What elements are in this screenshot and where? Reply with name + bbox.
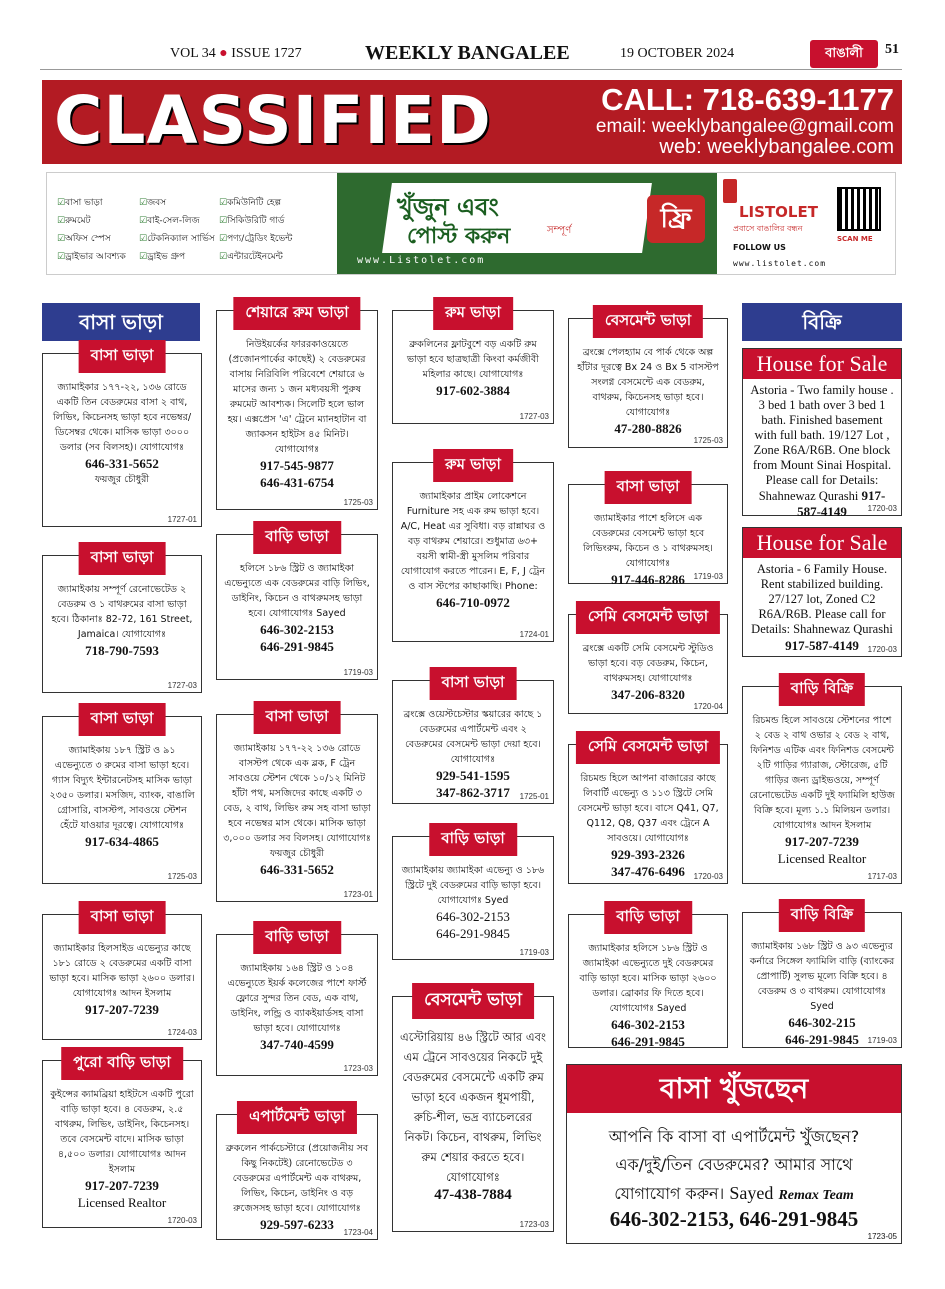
ad-body — [575, 771, 721, 880]
classified-banner — [42, 80, 902, 164]
ad-heading: বাড়ি ভাড়া — [429, 823, 517, 856]
ad-phone[interactable]: 917-207-7239 — [85, 1002, 159, 1017]
section-header-basa-vara: বাসা ভাড়া — [42, 303, 200, 341]
ad-heading: বাসা খুঁজছেন — [567, 1065, 901, 1113]
ad-phone[interactable]: 646-291-9845 — [260, 639, 334, 654]
classified-ad — [42, 709, 202, 884]
ad-code: 1724-01 — [519, 630, 549, 639]
ad-heading: House for Sale — [743, 349, 901, 379]
ad-phones[interactable]: 646-302-2153, 646-291-9845 — [609, 1207, 859, 1231]
looking-for-house-ad — [566, 1064, 902, 1244]
ad-heading: বাসা ভাড়া — [254, 701, 341, 734]
ad-text: ব্রংক্সে একটি সেমি বেসমেন্ট স্টুডিও ভাড়া হবে। বড় বেডরুম, কিচেন, বাথরুমসহ। যোগাযোগঃ — [582, 643, 714, 684]
ad-text: ব্রংক্সে পেলহ্যাম বে পার্ক থেকে অল্প হাঁটার দূরত্বে Bx 24 ও Bx 5 বাসস্টপ সংলগ্ন বেসমেন্টে এক বেডরুম, বাথরুম, কিচেনসহ ভাড়া হবে। যোগাযোগঃ — [577, 347, 719, 418]
ad-category: ☑ পণ্য/ট্রেডিং ইভেন্ট — [219, 231, 292, 246]
ad-phone[interactable]: 929-597-6233 — [260, 1217, 334, 1232]
ad-body — [223, 561, 371, 655]
ad-body — [575, 941, 721, 1050]
ad-category: ☑ বাই-সেল-লিজ — [139, 213, 200, 228]
ad-text: জ্যামাইকার প্রাইম লোকেশনে Furniture সহ এক রুম ভাড়া হবে। A/C, Heat এর সুবিধা। বড় রান্নাঘর ও বড় বাথরুম শেয়ারে। শুধুমাত্র ৬৩+ বয়সী স্বামী-স্ত্রী মুসলিম পরিবার যোগাযোগ করতে পারেন। E, F, J ট্রেন ও বাস স্টপের কাছাকাছি। Phone: — [400, 491, 546, 592]
ad-code: 1717-03 — [867, 872, 897, 881]
classified-ad — [216, 927, 378, 1076]
ad-heading: বাসা ভাড়া — [79, 340, 166, 373]
classified-ad — [216, 303, 378, 510]
ad-phone[interactable]: 646-431-6754 — [260, 475, 334, 490]
ad-code: 1724-03 — [167, 1028, 197, 1037]
ad-url[interactable]: www.Listolet.com — [357, 255, 486, 266]
ad-code: 1723-04 — [343, 1228, 373, 1237]
ad-body — [575, 345, 721, 437]
classified-ad — [216, 1107, 378, 1240]
classified-title: CLASSIFIED — [54, 82, 492, 159]
ad-body — [399, 337, 547, 399]
ad-body — [399, 863, 547, 942]
ad-category: ☑ বাসা ভাড়া — [57, 195, 102, 210]
ad-category: ☑ টেকনিক্যাল সার্ভিস — [139, 231, 215, 246]
contact-email[interactable]: email: weeklybangalee@gmail.com — [595, 116, 894, 137]
ad-headline-panel — [337, 173, 717, 274]
ad-phone[interactable]: 929-393-2326 — [611, 847, 685, 862]
ad-code: 1720-03 — [867, 504, 897, 513]
ad-body — [749, 383, 895, 520]
ad-heading: বাড়ি ভাড়া — [253, 921, 341, 954]
ad-contact-name: Licensed Realtor — [777, 851, 867, 866]
ad-code: 1725-03 — [693, 436, 723, 445]
ad-phone[interactable]: 929-541-1595 — [436, 768, 510, 783]
ad-text: জ্যামাইকায় ১৭৭-২২ ১৩৬ রোডে বাসস্টপ থেকে এক ব্লক, F ট্রেন সাবওয়ে স্টেশন থেকে ১০/১২ মিনিট হাঁটা পথ, মসজিদের কাছে একটি ৩ বেড, ২ বাথ, লিভিং রুম সহ বাসা ভাড়া হবে নভেম্বর মাস থেকে। মাসিক ভাড়া ৩,০০০ ডলার সব বিলসহ। যোগাযোগঃ ফয়জুর চৌধুরী — [223, 743, 371, 859]
ad-sub: সম্পূর্ণ — [547, 225, 572, 236]
ad-line-contact: যোগাযোগ করুন। Sayed Remax Team — [614, 1183, 854, 1203]
listolet-advertisement[interactable] — [46, 172, 896, 275]
ad-contact-name: Licensed Realtor — [77, 1195, 167, 1210]
ad-heading: বাড়ি বিক্রি — [779, 673, 865, 706]
ad-body — [399, 489, 547, 611]
ad-line: এক/দুই/তিন বেডরুমের? আমার সাথে — [615, 1155, 853, 1174]
ad-category: ☑ রুমমেট — [57, 213, 91, 228]
ad-heading: রুম ভাড়া — [433, 297, 513, 330]
ad-heading: শেয়ারে রুম ভাড়া — [233, 297, 360, 330]
classified-ad — [568, 311, 728, 448]
ad-heading: বাসা ভাড়া — [79, 542, 166, 575]
ad-text: ব্রুকলিনের ফ্লাটবুশে বড় একটি রুম ভাড়া হবে ছাত্রছাত্রী কিংবা কর্মজীবী মহিলার কাছে। যোগাযোগঃ — [407, 339, 539, 380]
classified-ad — [742, 679, 902, 884]
ad-category: ☑ জবস — [139, 195, 166, 210]
ad-code: 1723-05 — [867, 1232, 897, 1241]
ad-code: 1725-01 — [519, 792, 549, 801]
ad-phone[interactable]: 646-291-9845 — [611, 1034, 685, 1049]
classified-ad — [392, 990, 554, 1232]
ad-text: জ্যামাইকার পাশে হলিসে এক বেডরুমের বেসমেন্ট ভাড়া হবে লিভিংরুম, কিচেন ও ১ বাথরুমসহ। যোগাযোগঃ — [583, 513, 713, 569]
paper-title: WEEKLY BANGALEE — [365, 42, 570, 64]
ad-category: ☑ ড্রাইভার আবশ্যক — [57, 249, 126, 264]
ad-heading: House for Sale — [743, 528, 901, 558]
ad-heading: বেসমেন্ট ভাড়া — [412, 983, 534, 1019]
ad-text: Astoria - 6 Family House. Rent stabilized building. 27/127 lot, Zoned C2 R6A/R6B. Please call for Details: Shahnewaz Qurashi — [751, 562, 893, 636]
ad-code: 1719-03 — [693, 572, 723, 581]
ad-phone[interactable]: 646-302-2153 — [436, 909, 510, 924]
ad-heading: বাড়ি ভাড়া — [253, 521, 341, 554]
ad-body — [223, 337, 371, 491]
ad-text: জ্যামাইকার হিলসাইড এভেন্যুর কাছে ১৮১ রোডে ২ বেডরুমের একটি বাসা ভাড়া হবে। মাসিক ভাড়া ২৬০০ ডলার। যোগাযোগঃ আদন ইসলাম — [49, 943, 195, 999]
ad-body — [49, 1087, 195, 1211]
ad-category: ☑ এন্টারটেইনমেন্ট — [219, 249, 283, 264]
ad-text: এস্টোরিয়ায় ৪৬ স্ট্রিটে আর এবং এম ট্রেনে সাবওয়ের নিকটে দুই বেডরুমের বেসমেন্টে একটি রুম ভাড়া হবে একজন ধূমপায়ী, রুচি-শীল, ভদ্র ব্যাচেলরের নিকট। কিচেন, বাথরুম, লিভিং রুম শেয়ার করতে হবে। যোগাযোগঃ — [400, 1030, 546, 1184]
ad-phone[interactable]: 347-206-8320 — [611, 687, 685, 702]
ad-text: নিউইয়র্কের ফাররকাওয়েতে (প্রজোনপার্কের কাছেই) ২ বেডরুমের বাসায় নিরিবিলি পরিবেশে শেয়ারে ৬ মাসের জন্য ১ জন মধ্যবয়সী পুরুষ রুমমেট আবশ্যক। সিলেটি হলে ভাল হয়। এক্সপ্রেস 'এ' ট্রেনে ম্যানহাটান বা জ্যাকসন হাইটস ৪৫ মিনিট। যোগাযোগঃ — [227, 339, 367, 455]
ad-text: ব্রুকলেন পার্কচেস্টারে (প্রয়োজনীয় সব কিছু নিকটেই) রেনোভেটেড ৩ বেডরুমের এপার্টমেন্ট এক বাথরুম, লিভিং, কিচেন, ডাইনিং ও বড় রুজেসসহ ভাড়া হবে। যোগাযোগঃ — [225, 1143, 369, 1214]
ad-phone[interactable]: 47-280-8826 — [614, 421, 682, 436]
classified-ad — [392, 303, 554, 424]
issue-date: 19 OCTOBER 2024 — [620, 46, 735, 61]
ad-body — [223, 961, 371, 1053]
ad-text: রিচমন্ড হিলে সাবওয়ে স্টেশনের পাশে ২ বেড ২ বাথ ওভার ২ বেড ২ বাথ, ফিনিশড এটিক এবং ফিনিশড বেসমেন্ট ২টি গাড়ির গ্যারাজ, স্টোরেজ, ৫টি গাড়ির জন্য ড্রাইভওয়ে, সম্পূর্ণ রেনোভেটেড একটি দুই ফ্যামিলি হাউজ বিক্রি হবে। মূল্য ১.১ মিলিয়ন ডলার। যোগাযোগঃ আদন ইসলাম — [749, 715, 895, 831]
ad-code: 1719-03 — [867, 1036, 897, 1045]
ad-text: জ্যামাইকার ১৭৭-২২, ১৩৬ রোডে একটি তিন বেডরুমের বাসা ২ বাথ, লিভিং, কিচেনসহ ভাড়া হবে নভেম্বর/ডিসেম্বর থেকে। মাসিক ভাড়া ৩০০০ ডলার (সব বিলসহ)। যোগাযোগঃ — [52, 382, 192, 453]
ad-phone[interactable]: 917-207-7239 — [785, 834, 859, 849]
ad-heading: বেসমেন্ট ভাড়া — [593, 305, 703, 338]
ad-code: 1725-03 — [343, 498, 373, 507]
ad-phone[interactable]: 917-545-9877 — [260, 458, 334, 473]
ad-phone[interactable]: 47-438-7884 — [434, 1187, 512, 1203]
ad-heading: বাড়ি বিক্রি — [779, 899, 865, 932]
volume-issue: VOL 34 ● ISSUE 1727 — [170, 46, 302, 61]
ad-phone[interactable]: 917-446-8286 — [611, 572, 685, 587]
ad-text: জ্যামাইকায় জ্যামাইকা এভেন্যু ও ১৮৬ স্ট্রিটে দুই বেডরুমের বাড়ি ভাড়া হবে। যোগাযোগঃ Syed — [401, 865, 545, 906]
classified-ad — [42, 548, 202, 693]
ad-heading: বাসা ভাড়া — [430, 667, 517, 700]
ad-body — [749, 562, 895, 654]
contact-website[interactable]: web: weeklybangalee.com — [659, 136, 894, 158]
ad-code: 1723-01 — [343, 890, 373, 899]
ad-phone[interactable]: 646-302-2153 — [611, 1017, 685, 1032]
classified-ad — [392, 455, 554, 642]
ad-code: 1727-03 — [167, 681, 197, 690]
call-number[interactable]: CALL: 718-639-1177 — [601, 82, 894, 117]
ad-heading: বাসা ভাড়া — [79, 901, 166, 934]
ad-code: 1719-03 — [343, 668, 373, 677]
ad-heading: সেমি বেসমেন্ট ভাড়া — [576, 731, 720, 764]
brand-name: LISTOLET — [739, 203, 818, 221]
ad-contact-name: ফয়জুর চৌধুরী — [94, 474, 150, 485]
ad-body — [49, 941, 195, 1018]
ad-heading: এপার্টমেন্ট ভাড়া — [237, 1101, 357, 1134]
ad-body — [399, 1027, 547, 1204]
ad-phone[interactable]: 917-587-4149 — [797, 488, 886, 519]
listolet-logo-icon — [723, 179, 737, 203]
ad-phone[interactable]: 917-602-3884 — [436, 383, 510, 398]
ad-code: 1723-03 — [343, 1064, 373, 1073]
ad-code: 1720-03 — [693, 872, 723, 881]
ad-category: ☑ কমিউনিটি হেল্প — [219, 195, 281, 210]
ad-phone[interactable]: 646-302-215 — [788, 1015, 856, 1030]
ad-code: 1720-03 — [167, 1216, 197, 1225]
ad-body — [749, 713, 895, 867]
ad-phone[interactable]: 646-331-5652 — [260, 862, 334, 877]
ad-code: 1727-01 — [167, 515, 197, 524]
classified-ad — [568, 607, 728, 714]
classified-ad — [216, 707, 378, 902]
ad-phone[interactable]: 646-302-2153 — [260, 622, 334, 637]
ad-category: ☑ অফিস স্পেস — [57, 231, 111, 246]
classified-ad — [42, 346, 202, 527]
ad-phone[interactable]: 917-587-4149 — [785, 638, 859, 653]
ad-text: জ্যামাইকার হলিসে ১৮৬ স্ট্রিট ও জ্যামাইকা এভেন্যুতে দুই বেডরুমের বাড়ি ভাড়া হবে। মাসিক ভাড়া ২৬০০ ডলার। ব্রোকার ফি দিতে হবে। যোগাযোগঃ Sayed — [579, 943, 717, 1014]
ad-phone[interactable]: 646-710-0972 — [436, 595, 510, 610]
ad-body — [223, 741, 371, 878]
ad-phone[interactable]: 646-331-5652 — [85, 456, 159, 471]
ad-code: 1727-03 — [519, 412, 549, 421]
ad-text: রিচমন্ড হিলে আপনা বাজারের কাছে লিবার্টি এভেন্যু ও ১১৩ স্ট্রিটে সেমি বেসমেন্ট ভাড়া হবে। বাসে Q41, Q7, Q112, Q8, Q37 এবং ট্রেনে A সাবওয়ে। যোগাযোগঃ — [577, 773, 719, 844]
paper-logo: বাঙালী — [810, 40, 878, 68]
section-header-bikri: বিক্রি — [742, 303, 902, 341]
house-for-sale-ad — [742, 348, 902, 519]
page-number: 51 — [885, 42, 899, 57]
classified-ad — [216, 527, 378, 680]
classified-ad — [42, 907, 202, 1040]
ad-text: কুইন্সের ক্যামব্রিয়া হাইটসে একটি পুরো বাড়ি ভাড়া হবে। ৪ বেডরুম, ২.৫ বাথরুম, লিভিং, ডাইনিং, কিচেনসহ। তবে বেসমেন্ট বাদে। মাসিক ভাড়া ৪,৫০০ ডলার। যোগাযোগঃ আদন ইসলাম — [50, 1089, 194, 1175]
classified-ad — [742, 905, 902, 1048]
ad-phone[interactable]: 917-207-7239 — [85, 1178, 159, 1193]
ad-text: Astoria - Two family house . 3 bed 1 bath over 3 bed 1 bath. Finished basement with full bath. 19/127 Lot , Zone R6A/R6B. One block from Mount Sinai Hospital. Please call for Details: Shahnewaz Qurashi — [750, 383, 894, 503]
classified-ad — [42, 1053, 202, 1228]
agent-name: Sayed — [729, 1183, 774, 1203]
ad-text: হলিসে ১৮৬ স্ট্রিট ও জ্যামাইকা এভেন্যুতে এক বেডরুমের বাড়ি লিভিং, ডাইনিং, কিচেন ও বাথরুমসহ ভাড়া হবে। যোগাযোগঃ Sayed — [224, 563, 370, 619]
classified-ad — [568, 737, 728, 884]
ad-category: ☑ ড্রাইভ গ্রুপ — [139, 249, 185, 264]
classified-ad — [568, 477, 728, 587]
qr-code-icon[interactable] — [837, 187, 881, 231]
brand-url[interactable]: www.listolet.com — [733, 259, 827, 268]
masthead — [40, 40, 902, 70]
ad-phone[interactable]: 917-634-4865 — [85, 834, 159, 849]
ad-body — [749, 939, 895, 1048]
ad-phone[interactable]: 347-862-3717 — [436, 785, 510, 800]
ad-body — [49, 380, 195, 487]
ad-category-list — [47, 173, 337, 274]
ad-text: জ্যামাইকায় ১৬৪ স্ট্রিট ও ১০৪ এভেন্যুতে ইয়র্ক কলেজের পাশে ফার্স্ট ফ্লোরে সুন্দর তিন বেড, এক বাথ, ডাইনিং, লন্ড্রি ও ব্যাকইয়ার্ডসহ বাসা ভাড়া হবে। যোগাযোগঃ — [227, 963, 367, 1034]
ad-headline-1: খুঁজুন এবং — [397, 193, 499, 221]
ad-body — [49, 743, 195, 850]
follow-us: FOLLOW US — [733, 243, 786, 252]
ad-code: 1723-03 — [519, 1220, 549, 1229]
ad-code: 1720-03 — [867, 645, 897, 654]
ad-body — [223, 1141, 371, 1233]
ad-code: 1720-04 — [693, 702, 723, 711]
ad-text: জ্যামাইকায় সম্পূর্ণ রেনোভেটেড ২ বেডরুম ও ১ বাথরুমের বাসা ভাড়া হবে। ঠিকানাঃ 82-72, 161 Street, Jamaica। যোগাযোগঃ — [51, 584, 193, 640]
ad-heading: বাসা ভাড়া — [605, 471, 692, 504]
house-for-sale-ad — [742, 527, 902, 657]
ad-brand-panel — [719, 173, 895, 274]
brand-tagline: প্রবাসে বাঙালির বন্ধন — [733, 224, 803, 233]
classified-ad — [392, 829, 554, 960]
ad-body — [49, 582, 195, 659]
ad-code: 1719-03 — [519, 948, 549, 957]
free-badge: ফ্রি — [647, 195, 705, 243]
ad-phone[interactable]: 718-790-7593 — [85, 643, 159, 658]
ad-body — [575, 641, 721, 703]
scan-label: SCAN ME — [837, 235, 873, 243]
classified-ad — [392, 673, 554, 804]
ad-heading: পুরো বাড়ি ভাড়া — [61, 1047, 183, 1080]
ad-code: 1725-03 — [167, 872, 197, 881]
agent-team: Remax Team — [778, 1188, 854, 1203]
ad-text: ব্রংক্সে ওয়েস্টচেস্টার স্কয়ারের কাছে ১ বেডরুমের এপার্টমেন্ট এবং ২ বেডরুমের বেসমেন্ট ভাড়া দেয়া হবে। যোগাযোগঃ — [403, 709, 543, 765]
ad-heading: বাড়ি ভাড়া — [604, 901, 692, 934]
ad-heading: সেমি বেসমেন্ট ভাড়া — [576, 601, 720, 634]
ad-body — [399, 707, 547, 801]
ad-phone[interactable]: 646-291-9845 — [785, 1032, 859, 1047]
ad-heading: রুম ভাড়া — [433, 449, 513, 482]
classified-ad — [568, 907, 728, 1049]
ad-phone[interactable]: 347-740-4599 — [260, 1037, 334, 1052]
ad-phone[interactable]: 646-291-9845 — [436, 926, 510, 941]
ad-heading: বাসা ভাড়া — [79, 703, 166, 736]
ad-text: জ্যামাইকায় ১৮৭ স্ট্রিট ও ৯১ এভেন্যুতে ৩ রুমের বাসা ভাড়া হবে। গ্যাস বিদ্যুৎ ইন্টারনেটসহ মাসিক ভাড়া ২৩৫০ ডলার। মসজিদ, ব্যাংক, বাঙালি গ্রোসারি, বাসস্টপ, সাবওয়ে স্টেশন হেঁটে যাওয়ার দূরত্বে। যোগাযোগঃ — [49, 745, 195, 831]
ad-body — [573, 1123, 895, 1210]
ad-phone[interactable]: 347-476-6496 — [611, 864, 685, 879]
ad-headline-2: পোস্ট করুন — [407, 224, 511, 249]
ad-text: জ্যামাইকায় ১৬৮ স্ট্রিট ও ৯৩ এভেন্যুর কর্নারে সিঙ্গেল ফ্যামিলি বাড়ি (ব্যাংকের প্রোপার্টি) সুলভ মূল্যে বিক্রি হবে। ৪ বেডরুম ও ৩ বাথরুম। যোগাযোগঃ Syed — [749, 941, 895, 1012]
ad-line: আপনি কি বাসা বা এপার্টমেন্ট খুঁজছেন? — [608, 1127, 860, 1146]
ad-category: ☑ সিকিউরিটি গার্ড — [219, 213, 284, 228]
